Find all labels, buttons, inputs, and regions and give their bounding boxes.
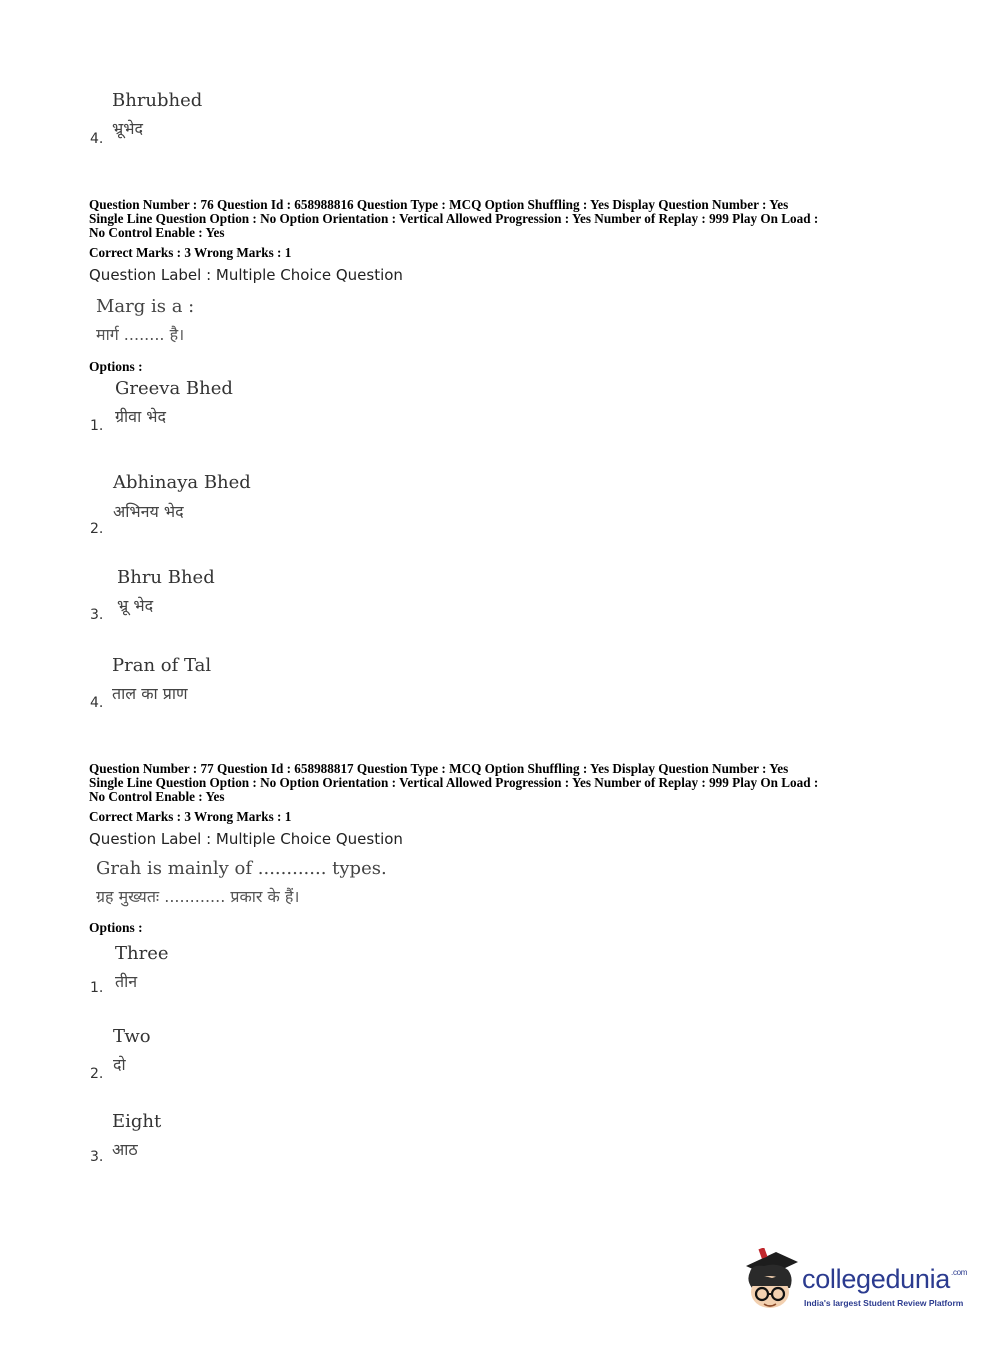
logo-wordmark <box>802 1264 967 1295</box>
q76-question-hindi: मार्ग ........ है। <box>96 325 185 344</box>
logo-tagline: India's largest Student Review Platform <box>804 1298 964 1308</box>
q76-option-3-hindi: भ्रू भेद <box>117 596 154 615</box>
q76-meta-line-1: Question Number : 76 Question Id : 658988816 Question Type : MCQ Option Shuffling : Yes Display Question Number : Yes <box>89 197 789 212</box>
q77-option-2-english: Two <box>113 1026 151 1047</box>
collegedunia-logo[interactable] <box>742 1248 972 1318</box>
q77-option-2-number: 2. <box>90 1066 104 1082</box>
q76-option-2-hindi: अभिनय भेद <box>113 502 184 521</box>
q77-option-1-number: 1. <box>90 980 104 996</box>
prev-option-4-number: 4. <box>90 131 104 147</box>
q77-option-3-number: 3. <box>90 1149 104 1165</box>
q76-meta-line-3: No Control Enable : Yes <box>89 225 225 240</box>
q76-question-label: Question Label : Multiple Choice Question <box>89 266 403 284</box>
q77-option-1-hindi: तीन <box>115 972 138 991</box>
q76-meta-line-2: Single Line Question Option : No Option Orientation : Vertical Allowed Progression : Yes Number of Replay : 999 Play On Load : <box>89 211 819 226</box>
q77-question-hindi: ग्रह मुख्यतः ............ प्रकार के हैं। <box>96 887 300 906</box>
q77-option-1-english: Three <box>115 943 169 964</box>
prev-option-4-hindi: भ्रूभेद <box>112 119 143 138</box>
q76-options-title: Options : <box>89 359 143 374</box>
q77-marks: Correct Marks : 3 Wrong Marks : 1 <box>89 809 292 824</box>
q77-option-2-hindi: दो <box>113 1055 126 1074</box>
q76-option-3-number: 3. <box>90 607 104 623</box>
q77-meta-line-2: Single Line Question Option : No Option Orientation : Vertical Allowed Progression : Yes Number of Replay : 999 Play On Load : <box>89 775 819 790</box>
q76-option-2-english: Abhinaya Bhed <box>113 472 251 493</box>
q76-option-1-hindi: ग्रीवा भेद <box>115 407 167 426</box>
q77-option-3-hindi: आठ <box>112 1140 138 1159</box>
logo-name: collegedunia <box>802 1264 951 1294</box>
q76-option-4-number: 4. <box>90 695 104 711</box>
q77-options-title: Options : <box>89 920 143 935</box>
q77-option-3-english: Eight <box>112 1111 162 1132</box>
logo-suffix: .com <box>951 1268 968 1277</box>
q76-option-2-number: 2. <box>90 521 104 537</box>
q76-question-english: Marg is a : <box>96 296 195 317</box>
prev-option-4-english: Bhrubhed <box>112 90 203 111</box>
q76-option-4-hindi: ताल का प्राण <box>112 684 188 703</box>
q76-option-3-english: Bhru Bhed <box>117 567 215 588</box>
q77-meta-line-1: Question Number : 77 Question Id : 658988817 Question Type : MCQ Option Shuffling : Yes Display Question Number : Yes <box>89 761 789 776</box>
q76-option-1-number: 1. <box>90 418 104 434</box>
q77-question-label: Question Label : Multiple Choice Question <box>89 830 403 848</box>
q77-meta-line-3: No Control Enable : Yes <box>89 789 225 804</box>
mascot-icon <box>742 1248 800 1314</box>
q76-marks: Correct Marks : 3 Wrong Marks : 1 <box>89 245 292 260</box>
q77-question-english: Grah is mainly of ............ types. <box>96 858 387 879</box>
q76-option-1-english: Greeva Bhed <box>115 378 233 399</box>
q76-option-4-english: Pran of Tal <box>112 655 212 676</box>
